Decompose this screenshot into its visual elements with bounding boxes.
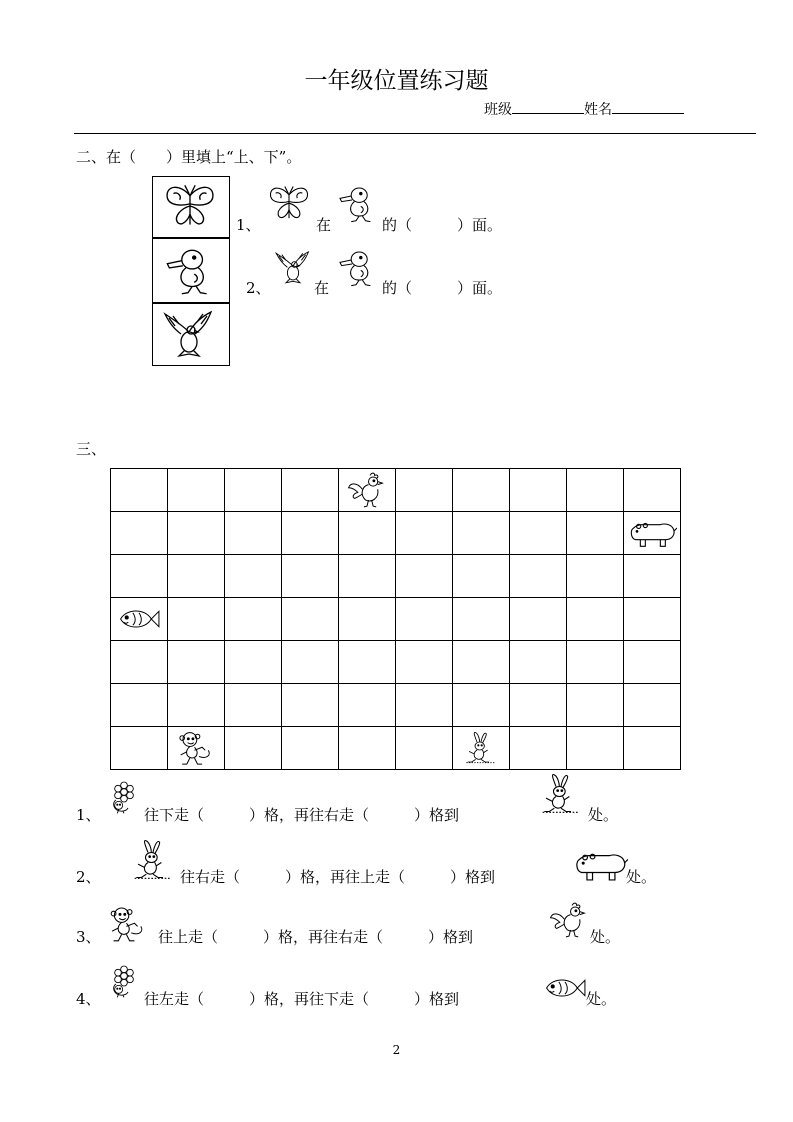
grid-cell	[225, 469, 282, 512]
monkey-icon	[173, 728, 219, 768]
grid-cell	[624, 727, 681, 770]
grid-cell	[168, 469, 225, 512]
question-tail: 处。	[590, 928, 621, 946]
question-number: 2、	[246, 279, 271, 297]
grid-cell	[510, 512, 567, 555]
page-title: 一年级位置练习题	[304, 68, 489, 94]
duck-icon	[157, 243, 219, 299]
grid-cell	[111, 641, 168, 684]
grid-cell	[225, 555, 282, 598]
flower-chick-icon	[104, 778, 144, 818]
fish-icon	[542, 972, 588, 1004]
grid-cell	[510, 555, 567, 598]
grid-row	[111, 598, 681, 641]
question-mid: 在	[314, 279, 330, 297]
grid-cell	[168, 727, 225, 770]
header-divider	[74, 133, 756, 134]
grid-cell	[282, 641, 339, 684]
section3-heading: 三、	[76, 440, 107, 458]
grid-cell	[624, 641, 681, 684]
grid-cell	[282, 727, 339, 770]
grid-cell	[111, 469, 168, 512]
grid-row	[111, 469, 681, 512]
grid-cell	[396, 727, 453, 770]
rabbit-icon	[536, 770, 586, 818]
grid-cell	[225, 641, 282, 684]
grid-cell	[396, 598, 453, 641]
grid-cell	[624, 469, 681, 512]
section2-heading: 二、在（ ）里填上“上、下”。	[76, 148, 302, 166]
grid-row	[111, 684, 681, 727]
eagle-icon	[272, 240, 314, 296]
grid-cell	[111, 684, 168, 727]
grid-cell	[510, 598, 567, 641]
question-number: 4、	[76, 990, 101, 1008]
question-tail: 处。	[626, 868, 657, 886]
grid-cell	[510, 684, 567, 727]
grid-cell	[225, 684, 282, 727]
grid-cell	[510, 641, 567, 684]
question-text[interactable]: 往右走（ ）格，再往上走（ ）格到	[180, 868, 496, 886]
grid-cell	[624, 512, 681, 555]
grid-cell	[396, 555, 453, 598]
position-grid	[110, 468, 681, 770]
grid-cell	[567, 641, 624, 684]
grid-cell	[567, 512, 624, 555]
grid-cell	[453, 684, 510, 727]
flower-chick-icon	[104, 962, 144, 1002]
grid-cell	[168, 512, 225, 555]
name-blank[interactable]	[612, 99, 684, 114]
grid-cell	[567, 684, 624, 727]
question-number: 1、	[76, 806, 101, 824]
grid-cell	[225, 727, 282, 770]
class-label: 班级	[484, 102, 512, 118]
grid-cell	[339, 641, 396, 684]
grid-cell	[624, 598, 681, 641]
grid-cell	[339, 469, 396, 512]
grid-cell	[510, 727, 567, 770]
grid-cell	[396, 641, 453, 684]
hippo-icon	[627, 516, 677, 550]
grid-cell	[453, 512, 510, 555]
stack-cell-bottom	[152, 302, 230, 366]
grid-cell	[282, 512, 339, 555]
grid-cell	[225, 512, 282, 555]
rooster-icon	[344, 470, 390, 510]
hippo-icon	[572, 846, 628, 884]
grid-cell	[339, 555, 396, 598]
page-number: 2	[392, 1043, 401, 1057]
grid-cell	[168, 598, 225, 641]
grid-cell	[567, 469, 624, 512]
grid-cell	[624, 684, 681, 727]
stack-cell-top	[152, 176, 230, 238]
grid-cell	[453, 727, 510, 770]
grid-cell	[282, 684, 339, 727]
name-label: 姓名	[584, 102, 612, 118]
grid-cell	[339, 512, 396, 555]
grid-cell	[567, 555, 624, 598]
grid-row	[111, 512, 681, 555]
grid-row	[111, 641, 681, 684]
rooster-icon	[546, 896, 592, 944]
question-number: 1、	[236, 216, 261, 234]
grid-cell	[339, 684, 396, 727]
butterfly-icon	[159, 181, 221, 233]
rabbit-icon	[128, 834, 178, 886]
grid-cell	[111, 555, 168, 598]
question-number: 2、	[76, 868, 101, 886]
question-mid: 在	[316, 216, 332, 234]
eagle-icon	[159, 307, 219, 363]
question-tail: 处。	[586, 990, 617, 1008]
grid-cell	[567, 727, 624, 770]
grid-cell	[453, 598, 510, 641]
grid-cell	[168, 555, 225, 598]
grid-cell	[339, 727, 396, 770]
grid-cell	[510, 469, 567, 512]
question-tail: 处。	[588, 806, 619, 824]
grid-cell	[453, 469, 510, 512]
fish-icon	[116, 602, 162, 636]
grid-cell	[111, 727, 168, 770]
grid-cell	[282, 598, 339, 641]
grid-cell	[282, 469, 339, 512]
grid-cell	[396, 684, 453, 727]
class-blank[interactable]	[512, 99, 584, 114]
stack-cell-middle	[152, 238, 230, 304]
duck-icon	[332, 240, 380, 296]
grid-cell	[111, 512, 168, 555]
question-text[interactable]: 往上走（ ）格，再往右走（ ）格到	[158, 928, 474, 946]
grid-cell	[225, 598, 282, 641]
grid-cell	[396, 469, 453, 512]
question-tail[interactable]: 的（ ）面。	[382, 279, 503, 297]
grid-cell	[168, 684, 225, 727]
question-text[interactable]: 往下走（ ）格，再往右走（ ）格到	[144, 806, 460, 824]
grid-cell	[282, 555, 339, 598]
question-number: 3、	[76, 928, 101, 946]
grid-cell	[396, 512, 453, 555]
grid-row	[111, 727, 681, 770]
class-name-line	[484, 99, 684, 119]
grid-cell	[453, 641, 510, 684]
grid-cell	[168, 641, 225, 684]
grid-row	[111, 555, 681, 598]
grid-cell	[567, 598, 624, 641]
question-tail[interactable]: 的（ ）面。	[382, 216, 503, 234]
question-text[interactable]: 往左走（ ）格，再往下走（ ）格到	[144, 990, 460, 1008]
grid-cell	[624, 555, 681, 598]
butterfly-icon	[264, 176, 314, 232]
rabbit-icon	[461, 728, 501, 768]
grid-cell	[111, 598, 168, 641]
grid-cell	[339, 598, 396, 641]
monkey-icon	[104, 902, 152, 946]
grid-cell	[453, 555, 510, 598]
duck-icon	[332, 178, 380, 230]
